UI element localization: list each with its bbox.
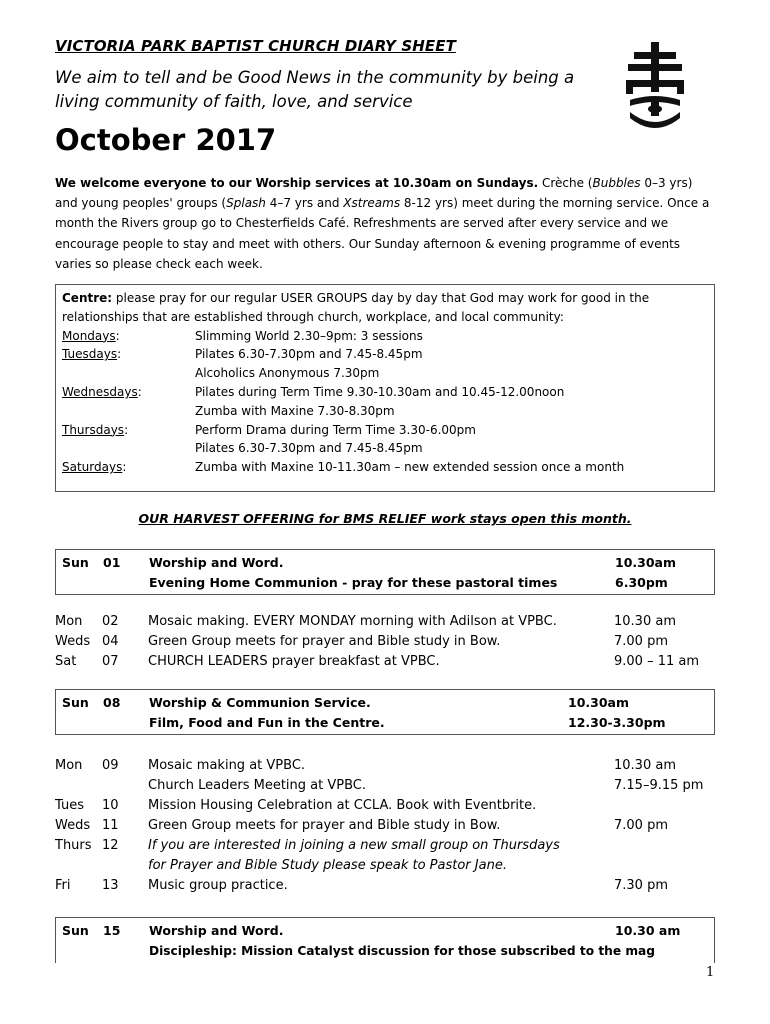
centre-day-suffix: : bbox=[124, 422, 129, 437]
event-description: Green Group meets for prayer and Bible study in Bow. bbox=[148, 634, 501, 649]
event-row bbox=[56, 713, 714, 733]
centre-day-suffix: : bbox=[117, 347, 122, 362]
centre-label: Centre: bbox=[62, 291, 113, 305]
event-day: Tues bbox=[55, 798, 84, 813]
event-row bbox=[55, 856, 725, 876]
event-day: Mon bbox=[55, 758, 83, 773]
event-day: Mon bbox=[55, 614, 83, 629]
event-time: 10.30am bbox=[615, 555, 676, 570]
event-date: 10 bbox=[102, 798, 119, 813]
event-description: CHURCH LEADERS prayer breakfast at VPBC. bbox=[148, 654, 440, 669]
event-time: 6.30pm bbox=[615, 575, 668, 590]
event-row bbox=[55, 876, 725, 896]
event-description: Mission Housing Celebration at CCLA. Book with Eventbrite. bbox=[148, 798, 537, 813]
centre-activity: Pilates during Term Time 9.30-10.30am and 10.45-12.00noon bbox=[195, 384, 565, 399]
event-date: 01 bbox=[103, 555, 121, 570]
event-time: 7.30 pm bbox=[614, 878, 668, 893]
event-time: 10.30 am bbox=[614, 758, 676, 773]
event-day: Weds bbox=[55, 818, 91, 833]
event-day: Sun bbox=[62, 923, 89, 938]
centre-user-groups-box bbox=[55, 284, 715, 492]
event-day: Sun bbox=[62, 555, 89, 570]
event-date: 07 bbox=[102, 654, 119, 669]
centre-activity: Pilates 6.30-7.30pm and 7.45-8.45pm bbox=[195, 441, 423, 456]
event-row bbox=[55, 776, 725, 796]
harvest-offering-notice: OUR HARVEST OFFERING for BMS RELIEF work stays open this month. bbox=[138, 511, 632, 526]
centre-activity: Pilates 6.30-7.30pm and 7.45-8.45pm bbox=[195, 347, 423, 362]
event-date: 08 bbox=[103, 695, 121, 710]
centre-row bbox=[62, 345, 708, 364]
event-time: 12.30-3.30pm bbox=[568, 715, 666, 730]
centre-row bbox=[62, 364, 708, 383]
event-date: 15 bbox=[103, 923, 121, 938]
page-number: 1 bbox=[706, 965, 715, 980]
event-description: Music group practice. bbox=[148, 878, 288, 893]
event-date: 04 bbox=[102, 634, 119, 649]
intro-text: 4–7 yrs and bbox=[265, 196, 344, 211]
centre-day: Tuesdays bbox=[62, 347, 118, 362]
centre-row bbox=[62, 458, 708, 477]
event-description: Church Leaders Meeting at VPBC. bbox=[148, 778, 366, 793]
sunday-box-08 bbox=[55, 689, 715, 735]
intro-bold-lead: We welcome everyone to our Worship services at 10.30am on Sundays. bbox=[55, 176, 539, 190]
event-description: Worship and Word. bbox=[149, 555, 284, 570]
event-day: Thurs bbox=[55, 838, 92, 853]
event-description: for Prayer and Bible Study please speak to Pastor Jane. bbox=[148, 858, 507, 873]
centre-text: please pray for our regular USER GROUPS day by day that God may work for good in the relationships that are established through church, workplace, and local community: bbox=[62, 291, 650, 324]
event-time: 7.00 pm bbox=[614, 818, 668, 833]
event-row bbox=[55, 836, 725, 856]
centre-row bbox=[62, 439, 708, 458]
event-date: 13 bbox=[102, 878, 119, 893]
event-row bbox=[55, 816, 725, 836]
event-date: 09 bbox=[102, 758, 119, 773]
centre-day-suffix: : bbox=[122, 460, 127, 475]
centre-activity: Slimming World 2.30–9pm: 3 sessions bbox=[195, 328, 423, 343]
sunday-box-15 bbox=[55, 917, 715, 963]
event-description: Worship & Communion Service. bbox=[149, 695, 371, 710]
centre-row bbox=[62, 383, 708, 402]
event-date: 12 bbox=[102, 838, 119, 853]
event-day: Fri bbox=[55, 878, 71, 893]
centre-row bbox=[62, 421, 708, 440]
centre-activity: Zumba with Maxine 10-11.30am – new extended session once a month bbox=[195, 460, 625, 475]
event-row bbox=[55, 632, 725, 652]
event-row bbox=[56, 921, 714, 941]
centre-day: Thursdays bbox=[62, 422, 125, 437]
event-day: Weds bbox=[55, 634, 91, 649]
event-date: 02 bbox=[102, 614, 119, 629]
document-title: VICTORIA PARK BAPTIST CHURCH DIARY SHEET bbox=[55, 37, 456, 55]
intro-splash: Splash bbox=[226, 196, 266, 211]
event-description: Film, Food and Fun in the Centre. bbox=[149, 715, 385, 730]
centre-day: Saturdays bbox=[62, 460, 123, 475]
event-description: Mosaic making at VPBC. bbox=[148, 758, 306, 773]
event-description: Worship and Word. bbox=[149, 923, 284, 938]
centre-day-suffix: : bbox=[115, 328, 120, 343]
intro-text: Crèche ( bbox=[538, 176, 593, 190]
week-1-events bbox=[55, 612, 725, 672]
event-row bbox=[56, 941, 714, 961]
event-row bbox=[55, 756, 725, 776]
event-description: Green Group meets for prayer and Bible study in Bow. bbox=[148, 818, 501, 833]
intro-bubbles: Bubbles bbox=[592, 176, 641, 190]
event-day: Sat bbox=[55, 654, 77, 669]
event-description: Discipleship: Mission Catalyst discussion for those subscribed to the mag bbox=[149, 944, 655, 958]
event-row bbox=[56, 573, 714, 593]
centre-activity: Zumba with Maxine 7.30-8.30pm bbox=[195, 403, 395, 418]
event-row bbox=[55, 612, 725, 632]
centre-activity: Alcoholics Anonymous 7.30pm bbox=[195, 366, 380, 381]
centre-day-suffix: : bbox=[137, 384, 142, 399]
event-time: 10.30 am bbox=[614, 614, 676, 629]
event-row bbox=[56, 693, 714, 713]
intro-text: 0–3 yrs) and young peoples' groups ( bbox=[55, 176, 693, 211]
event-row bbox=[55, 796, 725, 816]
sunday-box-01 bbox=[55, 549, 715, 595]
mission-tagline: We aim to tell and be Good News in the community by being a living community of faith, love, and service bbox=[55, 68, 575, 111]
centre-row bbox=[62, 327, 708, 346]
intro-xstreams: Xstreams bbox=[343, 196, 401, 211]
event-day: Sun bbox=[62, 695, 89, 710]
event-time: 7.00 pm bbox=[614, 634, 668, 649]
centre-row bbox=[62, 402, 708, 421]
event-row bbox=[55, 652, 725, 672]
week-2-events bbox=[55, 756, 725, 896]
centre-intro bbox=[62, 289, 708, 327]
event-time: 10.30 am bbox=[615, 923, 681, 938]
event-description: Evening Home Communion - pray for these pastoral times bbox=[149, 575, 558, 590]
centre-day: Wednesdays bbox=[62, 384, 138, 399]
centre-day: Mondays bbox=[62, 328, 116, 343]
intro-text: 8-12 yrs) meet during the morning service. Once a month the Rivers group go to Chesterfields Café. Refreshments are served after every service and we encourage people to stay and meet with others. Our Sunday afternoon & evening programme of events varies so please check each week. bbox=[55, 196, 710, 271]
event-description: If you are interested in joining a new small group on Thursdays bbox=[148, 838, 560, 853]
centre-activity: Perform Drama during Term Time 3.30-6.00pm bbox=[195, 422, 476, 437]
event-date: 11 bbox=[102, 818, 119, 833]
month-title: October 2017 bbox=[55, 123, 277, 157]
church-logo-icon bbox=[624, 40, 686, 130]
event-description: Mosaic making. EVERY MONDAY morning with Adilson at VPBC. bbox=[148, 614, 557, 629]
event-time: 7.15–9.15 pm bbox=[614, 778, 704, 793]
event-time: 9.00 – 11 am bbox=[614, 654, 700, 669]
intro-paragraph bbox=[55, 173, 715, 274]
event-row bbox=[56, 553, 714, 573]
event-time: 10.30am bbox=[568, 695, 629, 710]
